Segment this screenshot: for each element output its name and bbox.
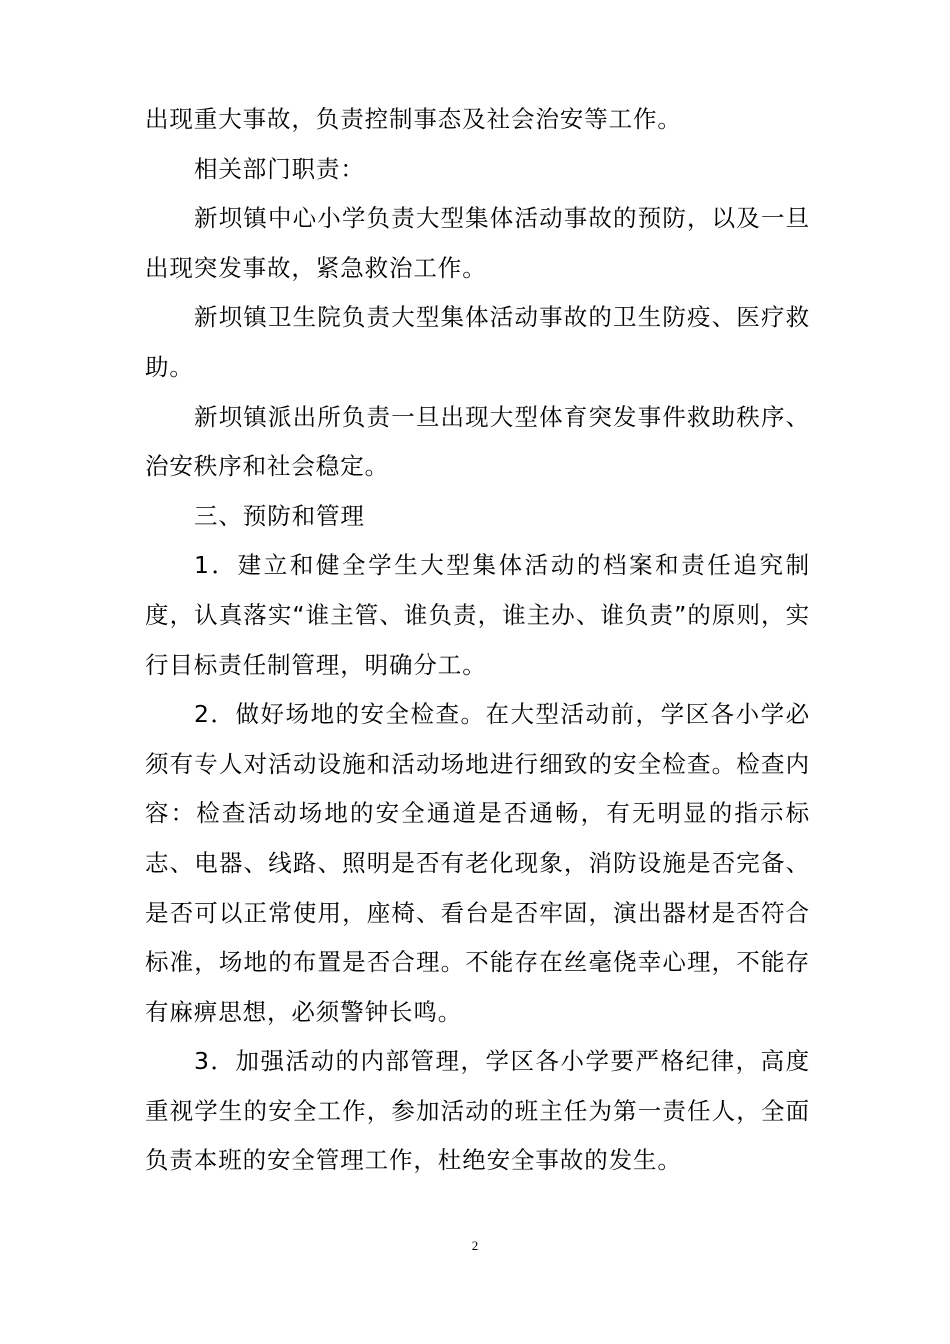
paragraph-continuation: 出现重大事故，负责控制事态及社会治安等工作。 <box>145 105 682 133</box>
section-heading-prevention: 三、预防和管理 <box>194 501 365 530</box>
paragraph-item-2: 2．做好场地的安全检查。在大型活动前，学区各小学必须有专人对活动设施和活动场地进行细致的安全检查。检查内容：检查活动场地的安全通道是否通畅，有无明显的指示标志、电器、线路、照明是否有老化现象，消防设施是否完备、是否可以正常使用，座椅、看台是否牢固，演出器材是否符合标准，场地的布置是否合理。不能存在丝毫侥幸心理，不能存有麻痹思想，必须警钟长鸣。 <box>145 700 810 1026</box>
paragraph-item-1: 1．建立和健全学生大型集体活动的档案和责任追究制度，认真落实“谁主管、谁负责，谁主办、谁负责”的原则，实行目标责任制管理，明确分工。 <box>145 551 810 679</box>
paragraph-hospital-duty: 新坝镇卫生院负责大型集体活动事故的卫生防疫、医疗救助。 <box>145 303 810 381</box>
paragraph-heading-departments: 相关部门职责： <box>194 154 365 183</box>
body-text <box>145 95 810 1186</box>
paragraph-police-duty: 新坝镇派出所负责一旦出现大型体育突发事件救助秩序、治安秩序和社会稳定。 <box>145 402 810 481</box>
page-number: 2 <box>471 1238 479 1253</box>
paragraph-school-duty: 新坝镇中心小学负责大型集体活动事故的预防，以及一旦出现突发事故，紧急救治工作。 <box>145 204 810 282</box>
paragraph-item-3: 3．加强活动的内部管理，学区各小学要严格纪律，高度重视学生的安全工作，参加活动的班主任为第一责任人，全面负责本班的安全管理工作，杜绝安全事故的发生。 <box>145 1047 810 1175</box>
